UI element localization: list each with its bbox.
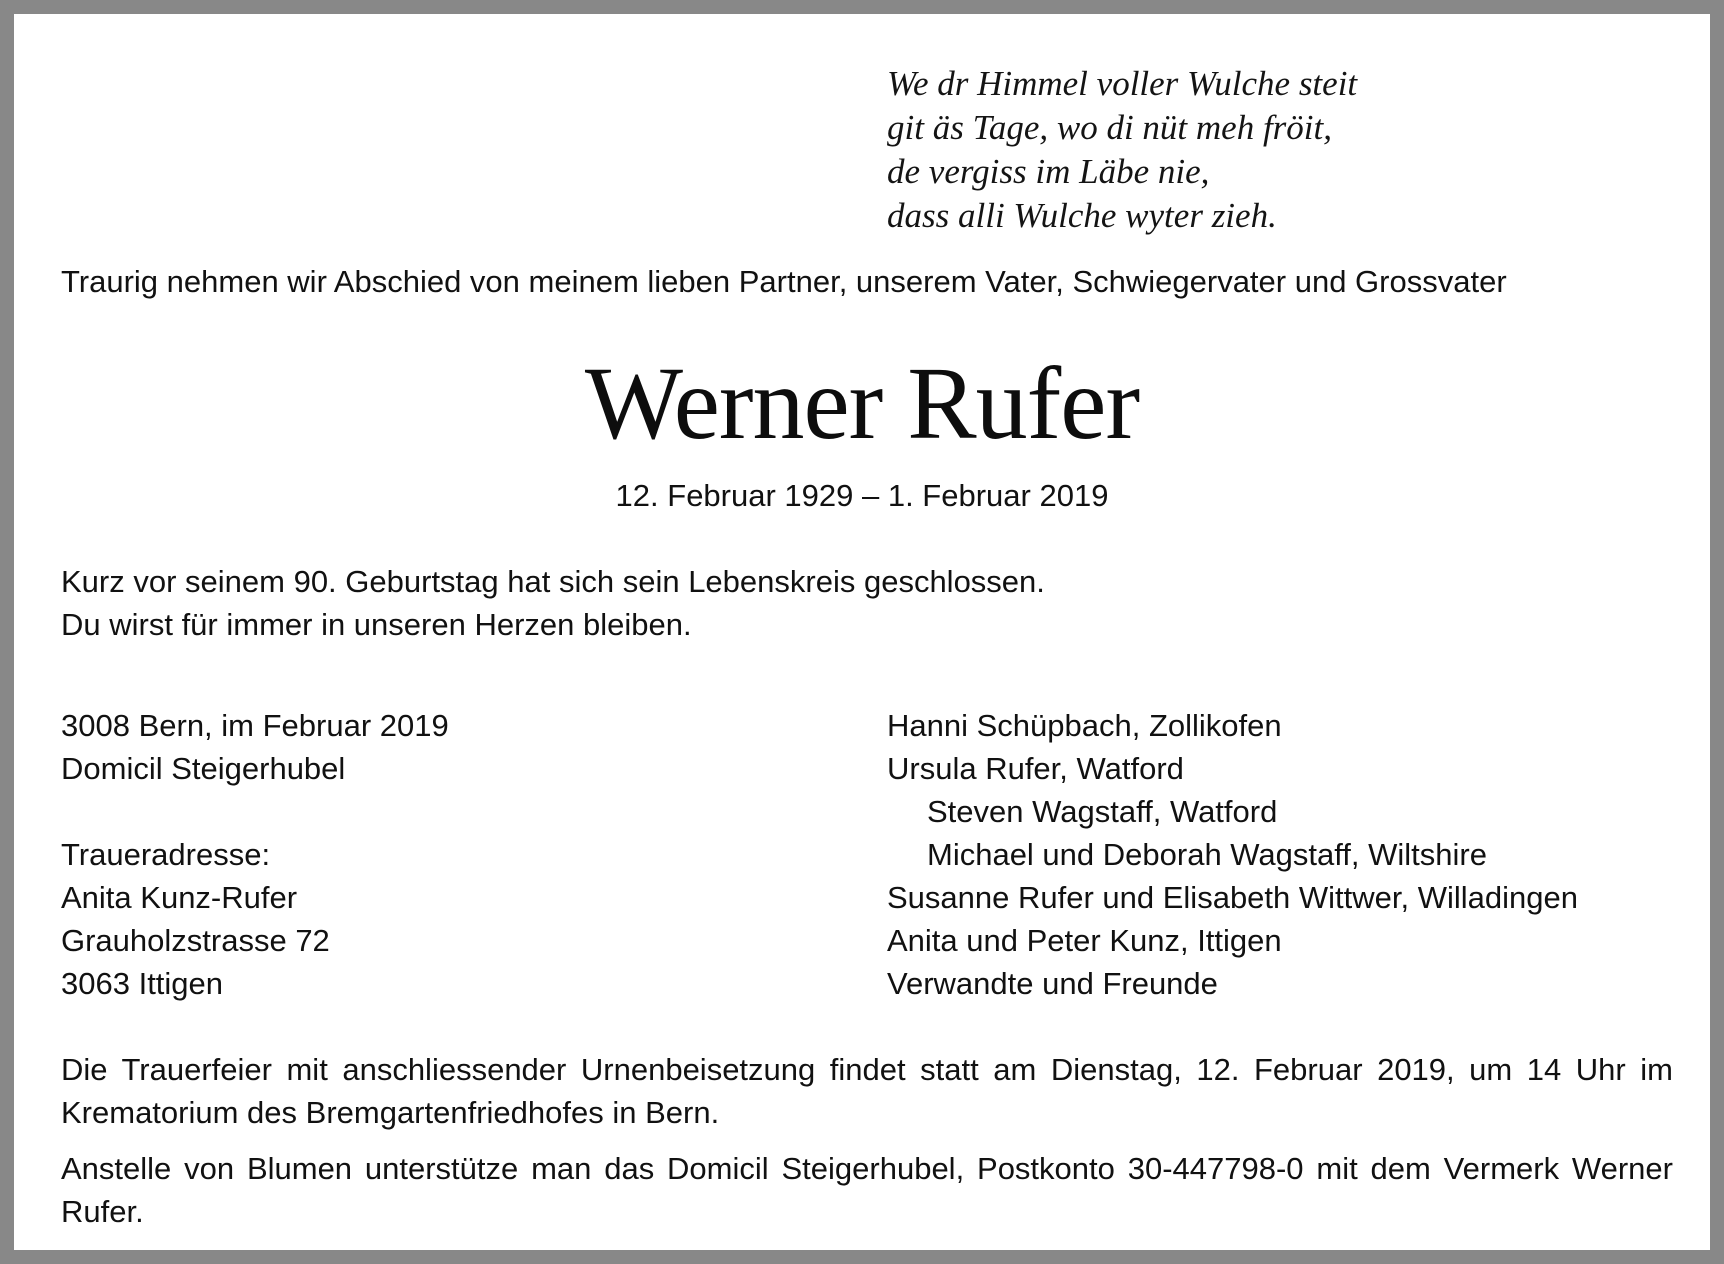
mourner-item: Hanni Schüpbach, Zollikofen: [887, 708, 1282, 743]
donation-note: Anstelle von Blumen unterstütze man das Domicil Steigerhubel, Postkonto 30-447798-0 mit dem Vermerk Werner Rufer.: [61, 1151, 1673, 1229]
mourner-item: Susanne Rufer und Elisabeth Wittwer, Willadingen: [887, 880, 1578, 915]
deceased-name: Werner Rufer: [584, 346, 1140, 461]
verse-line: Du wirst für immer in unseren Herzen bleiben.: [61, 607, 692, 642]
poem-line: We dr Himmel voller Wulche steit: [887, 64, 1358, 103]
mourner-item: Verwandte und Freunde: [887, 966, 1218, 1001]
mourner-item: Anita und Peter Kunz, Ittigen: [887, 923, 1282, 958]
verse-line: Kurz vor seinem 90. Geburtstag hat sich sein Lebenskreis geschlossen.: [61, 564, 1045, 599]
obituary-notice: [14, 14, 1710, 1250]
life-dates: 12. Februar 1929 – 1. Februar 2019: [615, 478, 1109, 513]
place-location-line: Domicil Steigerhubel: [61, 751, 346, 786]
intro-text: Traurig nehmen wir Abschied von meinem lieben Partner, unserem Vater, Schwiegervater und Grossvater: [61, 264, 1507, 299]
service-announcement: Die Trauerfeier mit anschliessender Urnenbeisetzung findet statt am Dienstag, 12. Februar 2019, um 14 Uhr im Krematorium des Bremgartenfriedhofes in Bern.: [61, 1052, 1673, 1130]
poem: [887, 62, 1357, 238]
poem-line: dass alli Wulche wyter zieh.: [887, 196, 1277, 235]
spacer: [61, 790, 449, 833]
poem-line: de vergiss im Läbe nie,: [887, 152, 1210, 191]
address-line: Grauholzstrasse 72: [61, 923, 330, 958]
memorial-verse: [61, 560, 1045, 646]
mourner-item: Michael und Deborah Wagstaff, Wiltshire: [927, 837, 1487, 872]
mourners-list: [887, 704, 1578, 1005]
mourner-item: Steven Wagstaff, Watford: [927, 794, 1278, 829]
poem-line: git äs Tage, wo di nüt meh fröit,: [887, 108, 1333, 147]
sender-info: [61, 704, 449, 1005]
address-label: Traueradresse:: [61, 837, 271, 872]
address-line: 3063 Ittigen: [61, 966, 224, 1001]
place-date-line: 3008 Bern, im Februar 2019: [61, 708, 449, 743]
address-line: Anita Kunz-Rufer: [61, 880, 298, 915]
mourner-item: Ursula Rufer, Watford: [887, 751, 1184, 786]
